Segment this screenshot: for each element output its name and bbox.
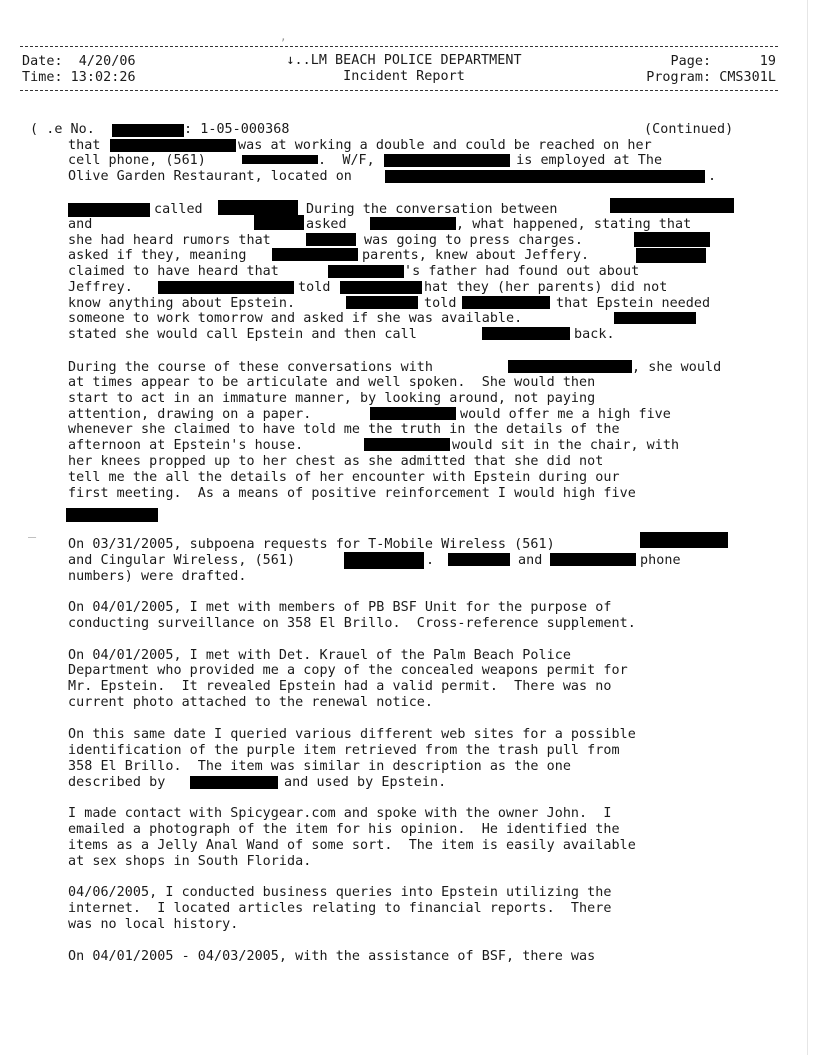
text-line: numbers) were drafted. <box>68 569 247 584</box>
report-date-time <box>22 54 136 86</box>
text-line: . W/F, <box>318 153 375 168</box>
text-line: stated she would call Epstein and then call <box>68 327 417 342</box>
text-line: is employed at The <box>508 153 663 168</box>
department-name: ↓..LM BEACH POLICE DEPARTMENT <box>286 53 522 68</box>
text-line: afternoon at Epstein's house. <box>68 438 304 453</box>
redaction-box <box>218 200 298 215</box>
redaction-box <box>508 360 632 373</box>
redaction-box <box>636 248 706 263</box>
redaction-box <box>640 532 728 548</box>
margin-mark: — <box>28 530 37 545</box>
text-line: identification of the purple item retrieved from the trash pull from <box>68 743 620 758</box>
text-line: told <box>424 296 457 311</box>
header-top-rule <box>20 46 778 47</box>
text-line: items as a Jelly Anal Wand of some sort. The item is easily available <box>68 838 636 853</box>
redaction-box <box>370 407 456 420</box>
text-line: Department who provided me a copy of the concealed weapons permit for <box>68 663 628 678</box>
redaction-box <box>272 248 358 261</box>
text-line: On this same date I queried various different web sites for a possible <box>68 727 636 742</box>
redaction-box <box>242 155 318 164</box>
text-line: and Cingular Wireless, (561) <box>68 553 296 568</box>
program-code: Program: CMS301L <box>646 70 776 85</box>
redaction-box <box>346 296 418 309</box>
redaction-box <box>158 281 294 294</box>
header-bottom-rule <box>20 90 778 91</box>
page-number: Page: 19 <box>670 54 776 69</box>
text-line: asked <box>306 217 347 232</box>
text-line: Olive Garden Restaurant, located on <box>68 169 361 184</box>
text-line: . <box>708 169 717 184</box>
text-line: attention, drawing on a paper. <box>68 407 312 422</box>
text-line: that Epstein needed <box>556 296 711 311</box>
text-line: called <box>154 202 203 217</box>
text-line: internet. I located articles relating to financial reports. There <box>68 901 612 916</box>
report-date: Date: 4/20/06 <box>22 54 136 69</box>
text-line: start to act in an immature manner, by looking around, not paying <box>68 391 596 406</box>
text-line: parents, knew about Jeffery. <box>362 248 590 263</box>
redaction-box <box>254 215 304 230</box>
text-line: current photo attached to the renewal notice. <box>68 695 434 710</box>
text-line: Jeffrey. <box>68 280 133 295</box>
redaction-box <box>550 553 636 566</box>
text-line: was going to press charges. <box>364 233 584 248</box>
text-line: she had heard rumors that <box>68 233 271 248</box>
redaction-box <box>110 139 236 152</box>
page-edge-line <box>807 0 808 1055</box>
text-line: described by <box>68 775 166 790</box>
text-line: On 04/01/2005, I met with members of PB BSF Unit for the purpose of <box>68 600 612 615</box>
text-line: 04/06/2005, I conducted business queries into Epstein utilizing the <box>68 885 612 900</box>
text-line: and <box>68 217 93 232</box>
scan-mark: ‚ <box>280 30 287 43</box>
report-title-block <box>264 53 544 85</box>
redaction-box <box>306 233 356 246</box>
text-line: hat they (her parents) did not <box>424 280 668 295</box>
redaction-box <box>634 232 710 247</box>
text-line: told <box>298 280 331 295</box>
text-line: asked if they, meaning <box>68 248 247 263</box>
text-line: On 04/01/2005 - 04/03/2005, with the assistance of BSF, there was <box>68 949 596 964</box>
redaction-box <box>482 327 570 340</box>
text-line: know anything about Epstein. <box>68 296 296 311</box>
text-line: Mr. Epstein. It revealed Epstein had a valid permit. There was no <box>68 679 612 694</box>
text-line: at times appear to be articulate and well spoken. She would then <box>68 375 596 390</box>
redaction-box <box>340 281 422 294</box>
text-line: and <box>518 553 543 568</box>
text-line: , she would <box>632 360 722 375</box>
text-line: . <box>426 553 435 568</box>
report-type: Incident Report <box>343 69 465 84</box>
text-line: first meeting. As a means of positive reinforcement I would high five <box>68 486 636 501</box>
text-line: I made contact with Spicygear.com and spoke with the owner John. I <box>68 806 612 821</box>
case-label: ( .e No. <box>30 122 95 137</box>
redaction-box <box>68 203 150 217</box>
text-line: at sex shops in South Florida. <box>68 854 312 869</box>
text-line: On 03/31/2005, subpoena requests for T-Mobile Wireless (561) <box>68 537 555 552</box>
redaction-box <box>614 312 696 324</box>
text-line: was no local history. <box>68 917 239 932</box>
text-line: On 04/01/2005, I met with Det. Krauel of the Palm Beach Police <box>68 648 571 663</box>
text-line: During the course of these conversations with <box>68 360 434 375</box>
text-line: would offer me a high five <box>460 407 671 422</box>
text-line: back. <box>574 327 615 342</box>
text-line: was at working a double and could be reached on her <box>238 138 652 153</box>
redaction-box <box>190 776 278 789</box>
text-line: her knees propped up to her chest as she admitted that she did not <box>68 454 604 469</box>
text-line: conducting surveillance on 358 El Brillo. Cross-reference supplement. <box>68 616 636 631</box>
report-page-info <box>646 54 776 86</box>
redaction-box <box>448 553 510 566</box>
text-line: tell me the all the details of her encounter with Epstein during our <box>68 470 620 485</box>
redaction-box <box>385 170 705 183</box>
redaction-box <box>364 438 450 451</box>
continued-label: (Continued) <box>644 122 734 137</box>
redaction-box <box>344 552 424 569</box>
report-time: Time: 13:02:26 <box>22 70 136 85</box>
text-line: 's father had found out about <box>404 264 640 279</box>
text-line: would sit in the chair, with <box>452 438 680 453</box>
text-line: whenever she claimed to have told me the truth in the details of the <box>68 422 620 437</box>
redaction-box <box>112 124 184 137</box>
text-line: cell phone, (561) <box>68 153 215 168</box>
redaction-box <box>66 508 158 522</box>
text-line: and used by Epstein. <box>284 775 447 790</box>
text-line: , what happened, stating that <box>456 217 692 232</box>
text-line: that <box>68 138 109 153</box>
case-number: : 1-05-000368 <box>184 122 290 137</box>
redaction-box <box>462 296 550 309</box>
text-line: claimed to have heard that <box>68 264 279 279</box>
text-line: During the conversation between <box>306 202 558 217</box>
redaction-box <box>384 154 510 167</box>
text-line: someone to work tomorrow and asked if she was available. <box>68 311 523 326</box>
redaction-box <box>370 217 456 230</box>
text-line: emailed a photograph of the item for his opinion. He identified the <box>68 822 620 837</box>
redaction-box <box>328 265 404 278</box>
text-line: phone <box>640 553 681 568</box>
text-line: 358 El Brillo. The item was similar in description as the one <box>68 759 571 774</box>
redaction-box <box>610 198 734 213</box>
